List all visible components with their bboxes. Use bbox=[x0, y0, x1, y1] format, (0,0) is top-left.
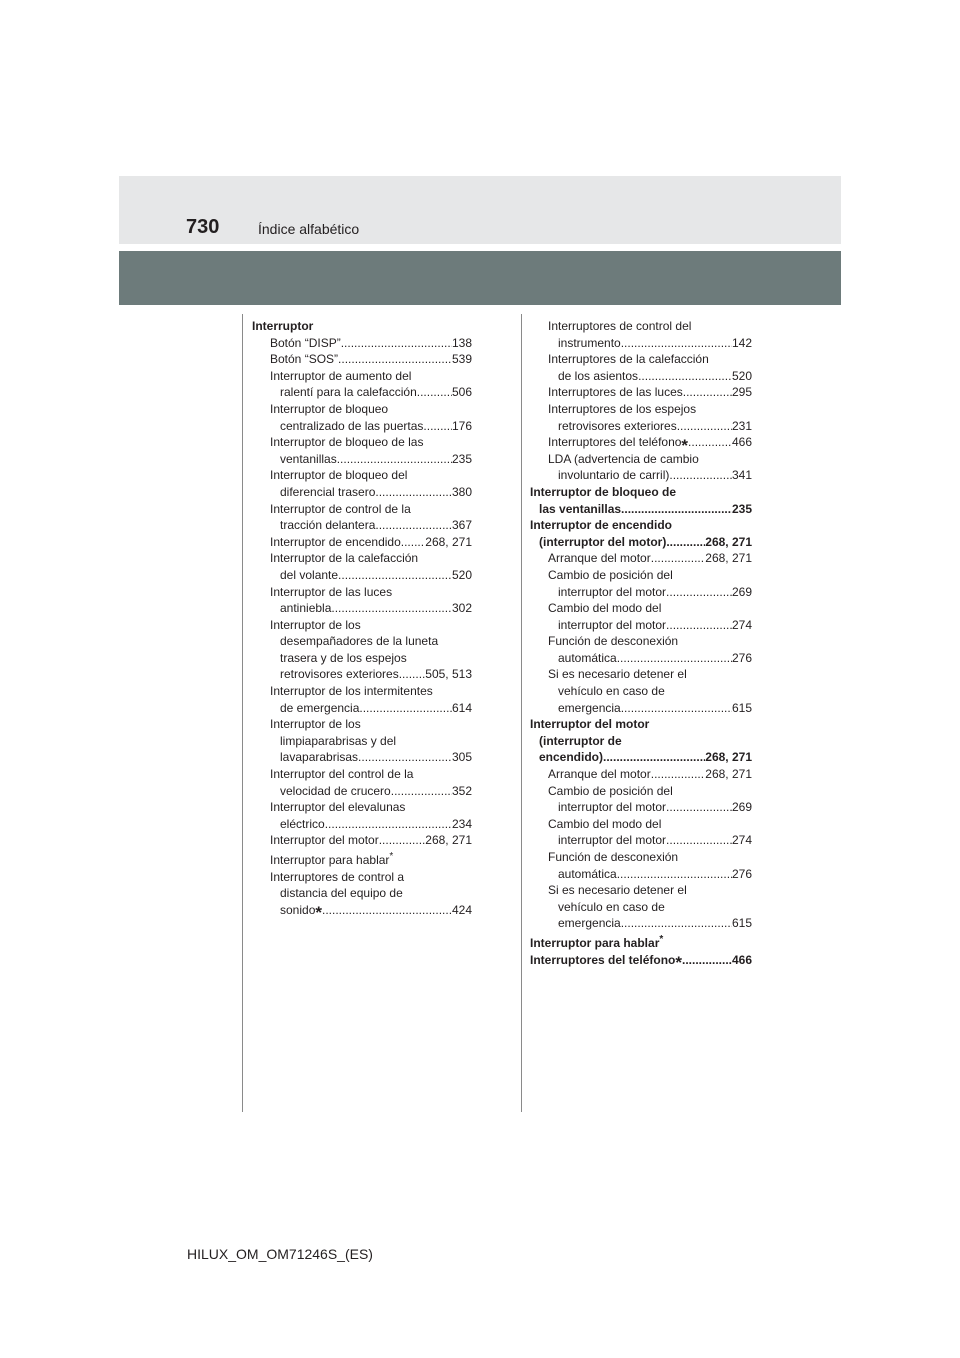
index-column-left bbox=[252, 318, 472, 923]
index-entry-text: Cambio de posición del bbox=[548, 567, 673, 582]
index-entry-text: Interruptor de bloqueo del bbox=[270, 468, 408, 483]
index-entry bbox=[530, 335, 752, 352]
index-entry-text: Arranque del motor bbox=[548, 551, 651, 566]
index-entry-text: Cambio de posición del bbox=[548, 783, 673, 798]
index-heading: Interruptor de bloqueo de bbox=[530, 484, 676, 499]
dot-leader bbox=[337, 451, 452, 468]
index-entry-text: Interruptor para hablar bbox=[530, 935, 660, 950]
index-entry-text: Interruptor de bloqueo bbox=[270, 401, 389, 416]
index-page-ref: 268, 271 bbox=[705, 750, 752, 765]
index-entry-text: interruptor del motor bbox=[558, 800, 667, 815]
header-band bbox=[119, 176, 841, 244]
dot-leader bbox=[338, 567, 452, 584]
index-entry-text: distancia del equipo de bbox=[280, 886, 403, 901]
index-heading: Interruptor del motor bbox=[530, 717, 650, 732]
index-entry-text: Interruptor de los intermitentes bbox=[270, 684, 433, 699]
index-entry-text: interruptor del motor bbox=[558, 617, 667, 632]
index-entry-text: emergencia bbox=[558, 700, 621, 715]
index-entry bbox=[252, 600, 472, 617]
index-entry bbox=[530, 866, 752, 883]
index-page-ref: 352 bbox=[451, 783, 472, 798]
index-entry bbox=[530, 584, 752, 601]
index-page-ref: 138 bbox=[451, 335, 472, 350]
dot-leader bbox=[666, 617, 732, 634]
index-page-ref: 269 bbox=[731, 800, 752, 815]
index-page-ref: 341 bbox=[731, 468, 752, 483]
dot-leader bbox=[651, 766, 706, 783]
index-entry bbox=[530, 832, 752, 849]
index-page-ref: 466 bbox=[731, 952, 752, 967]
column-rule-left bbox=[242, 314, 243, 1112]
index-entry bbox=[530, 501, 752, 518]
index-entry-text: Interruptores del teléfono bbox=[530, 952, 676, 967]
index-heading: (interruptor de bbox=[539, 733, 622, 748]
index-entry-text: Interruptor para hablar bbox=[270, 853, 390, 867]
index-entry bbox=[252, 534, 472, 551]
index-heading: Interruptor bbox=[252, 319, 314, 333]
index-page-ref: 615 bbox=[731, 700, 752, 715]
dot-leader bbox=[666, 534, 705, 551]
index-entry bbox=[252, 567, 472, 584]
index-page-ref: 380 bbox=[451, 484, 472, 499]
dot-leader bbox=[683, 384, 732, 401]
dot-leader bbox=[375, 484, 452, 501]
index-entry-text: Función de desconexión bbox=[548, 850, 679, 864]
index-heading: Interruptor de encendido bbox=[530, 518, 673, 533]
dot-leader bbox=[359, 700, 452, 717]
dot-leader bbox=[341, 335, 452, 352]
index-entry-text: centralizado de las puertas bbox=[280, 418, 424, 433]
index-page-ref: 268, 271 bbox=[425, 534, 472, 549]
index-page-ref: 466 bbox=[731, 435, 752, 450]
index-entry bbox=[252, 832, 472, 849]
dot-leader bbox=[651, 550, 706, 567]
index-entry-text: vehículo en caso de bbox=[558, 899, 665, 914]
index-entry-text: instrumento bbox=[558, 335, 621, 350]
index-entry-text: Arranque del motor bbox=[548, 767, 651, 782]
dot-leader bbox=[621, 915, 732, 932]
index-entry-text: Interruptor de aumento del bbox=[270, 368, 412, 383]
index-entry-text: Cambio del modo del bbox=[548, 816, 662, 831]
index-entry-text: las ventanillas bbox=[539, 501, 622, 516]
index-entry bbox=[530, 384, 752, 401]
index-entry bbox=[252, 351, 472, 368]
index-entry-text: sonido bbox=[280, 902, 316, 917]
dot-leader bbox=[423, 418, 452, 435]
index-entry-text: de emergencia bbox=[280, 700, 360, 715]
index-entry-text: retrovisores exteriores bbox=[558, 418, 677, 433]
asterisk-mark: * bbox=[675, 953, 682, 973]
index-entry bbox=[252, 849, 472, 869]
index-entry bbox=[530, 434, 752, 455]
index-entry-text: vehículo en caso de bbox=[558, 684, 665, 699]
index-page-ref: 302 bbox=[451, 601, 472, 616]
index-entry-text: Función de desconexión bbox=[548, 634, 679, 649]
index-entry-text: Interruptor de los bbox=[270, 717, 361, 732]
asterisk-mark: * bbox=[315, 903, 322, 923]
index-entry-text: diferencial trasero bbox=[280, 484, 376, 499]
index-entry-text: Interruptor de las luces bbox=[270, 584, 393, 599]
index-entry-text: limpiaparabrisas y del bbox=[280, 733, 397, 748]
index-entry-text: encendido) bbox=[539, 750, 604, 765]
index-entry bbox=[530, 952, 752, 973]
dot-leader bbox=[666, 584, 732, 601]
index-entry bbox=[252, 517, 472, 534]
index-entry-text: Interruptor de bloqueo de las bbox=[270, 435, 424, 450]
page-number: 730 bbox=[186, 216, 220, 238]
index-page-ref: 274 bbox=[731, 833, 752, 848]
dot-leader bbox=[331, 600, 452, 617]
index-entry-text: del volante bbox=[280, 567, 339, 582]
index-entry bbox=[530, 368, 752, 385]
index-page-ref: 142 bbox=[731, 335, 752, 350]
index-entry-text: desempañadores de la luneta bbox=[280, 634, 439, 649]
index-entry bbox=[530, 766, 752, 783]
index-entry-text: velocidad de crucero bbox=[280, 783, 391, 798]
index-entry-text: retrovisores exteriores bbox=[280, 667, 399, 682]
dot-leader bbox=[682, 952, 732, 969]
index-entry-text: trasera y de los espejos bbox=[280, 650, 407, 665]
index-entry-text: Interruptores de la calefacción bbox=[548, 352, 709, 367]
index-entry-text: LDA (advertencia de cambio bbox=[548, 451, 699, 466]
index-entry bbox=[530, 650, 752, 667]
dot-leader bbox=[669, 467, 732, 484]
index-page-ref: 367 bbox=[451, 518, 472, 533]
dot-leader bbox=[677, 418, 732, 435]
index-entry-text: eléctrico bbox=[280, 816, 325, 831]
dot-leader bbox=[417, 384, 452, 401]
dot-leader bbox=[379, 832, 426, 849]
index-entry-text: (interruptor del motor) bbox=[539, 534, 667, 549]
index-entry bbox=[252, 484, 472, 501]
index-page-ref: 231 bbox=[731, 418, 752, 433]
index-page-ref: 276 bbox=[731, 650, 752, 665]
index-entry-text: Interruptor de la calefacción bbox=[270, 551, 419, 566]
index-column-right bbox=[530, 318, 752, 973]
dot-leader bbox=[621, 335, 732, 352]
dot-leader bbox=[666, 832, 732, 849]
index-page-ref: 614 bbox=[451, 700, 472, 715]
index-entry-text: Interruptor de control de la bbox=[270, 501, 411, 516]
index-heading bbox=[530, 932, 752, 952]
index-entry-text: Si es necesario detener el bbox=[548, 667, 687, 682]
index-page-ref: 268, 271 bbox=[705, 551, 752, 566]
index-entry-text: Si es necesario detener el bbox=[548, 883, 687, 898]
index-page-ref: 176 bbox=[451, 418, 472, 433]
index-entry bbox=[252, 418, 472, 435]
dot-leader bbox=[638, 368, 732, 385]
dot-leader bbox=[338, 351, 452, 368]
dot-leader bbox=[603, 749, 705, 766]
dot-leader bbox=[391, 783, 452, 800]
index-page-ref: 505, 513 bbox=[425, 667, 472, 682]
index-page-ref: 295 bbox=[731, 385, 752, 400]
index-entry-text: Interruptor de los bbox=[270, 617, 361, 632]
dot-leader bbox=[399, 666, 426, 683]
index-entry-text: Interruptor del control de la bbox=[270, 767, 414, 782]
index-page-ref: 276 bbox=[731, 866, 752, 881]
dot-leader bbox=[322, 902, 452, 919]
index-page-ref: 234 bbox=[451, 816, 472, 831]
index-entry bbox=[530, 467, 752, 484]
index-entry bbox=[252, 700, 472, 717]
index-entry-text: Botón “DISP” bbox=[270, 335, 341, 350]
section-title: Índice alfabético bbox=[258, 221, 360, 237]
dot-leader bbox=[375, 517, 452, 534]
index-entry-text: lavaparabrisas bbox=[280, 750, 359, 765]
dot-leader bbox=[666, 799, 732, 816]
index-entry-text: interruptor del motor bbox=[558, 584, 667, 599]
index-entry bbox=[252, 666, 472, 683]
index-entry-text: interruptor del motor bbox=[558, 833, 667, 848]
index-entry bbox=[252, 902, 472, 923]
index-entry-text: Interruptores de control a bbox=[270, 869, 405, 884]
index-entry-text: antiniebla bbox=[280, 601, 332, 616]
dot-leader bbox=[325, 816, 452, 833]
index-entry bbox=[530, 700, 752, 717]
index-entry-text: Interruptores del teléfono bbox=[548, 435, 682, 450]
index-page-ref: 268, 271 bbox=[425, 833, 472, 848]
index-entry bbox=[252, 783, 472, 800]
index-entry bbox=[252, 816, 472, 833]
index-entry bbox=[252, 451, 472, 468]
index-entry-text: Interruptor del motor bbox=[270, 833, 379, 848]
index-entry bbox=[530, 799, 752, 816]
index-page-ref: 235 bbox=[731, 501, 752, 516]
index-page-ref: 520 bbox=[731, 368, 752, 383]
index-page-ref: 520 bbox=[451, 567, 472, 582]
index-page-ref: 539 bbox=[451, 352, 472, 367]
index-entry-text: tracción delantera bbox=[280, 518, 376, 533]
index-entry-text: Interruptores de las luces bbox=[548, 385, 683, 400]
index-entry-text: Botón “SOS” bbox=[270, 352, 339, 367]
header-bar bbox=[119, 251, 841, 305]
index-entry bbox=[252, 335, 472, 352]
index-page-ref: 235 bbox=[451, 451, 472, 466]
index-entry-text: Cambio del modo del bbox=[548, 601, 662, 616]
index-entry-text: ralentí para la calefacción bbox=[280, 385, 417, 400]
index-entry bbox=[530, 617, 752, 634]
index-entry-text: Interruptores de control del bbox=[548, 319, 692, 333]
dot-leader bbox=[401, 534, 426, 551]
index-entry bbox=[530, 418, 752, 435]
dot-leader bbox=[358, 749, 452, 766]
index-page-ref: 268, 271 bbox=[705, 767, 752, 782]
index-entry bbox=[252, 749, 472, 766]
dot-leader bbox=[621, 501, 732, 518]
index-entry-text: emergencia bbox=[558, 916, 621, 931]
index-page-ref: 268, 271 bbox=[705, 534, 752, 549]
index-entry bbox=[530, 534, 752, 551]
index-entry bbox=[530, 749, 752, 766]
index-page-ref: 506 bbox=[451, 385, 472, 400]
dot-leader bbox=[617, 650, 732, 667]
index-page-ref: 274 bbox=[731, 617, 752, 632]
index-page-ref: 305 bbox=[451, 750, 472, 765]
column-rule-right bbox=[521, 314, 522, 1112]
index-entry-text: automática bbox=[558, 650, 617, 665]
asterisk-mark: * bbox=[659, 933, 664, 945]
index-entry-text: automática bbox=[558, 866, 617, 881]
index-entry-text: Interruptores de los espejos bbox=[548, 401, 697, 416]
dot-leader bbox=[621, 700, 732, 717]
index-entry bbox=[530, 915, 752, 932]
index-page-ref: 424 bbox=[451, 902, 472, 917]
dot-leader bbox=[617, 866, 732, 883]
dot-leader bbox=[688, 434, 732, 451]
index-entry bbox=[530, 550, 752, 567]
index-page-ref: 615 bbox=[731, 916, 752, 931]
index-page-ref: 269 bbox=[731, 584, 752, 599]
asterisk-mark: * bbox=[681, 435, 689, 455]
index-entry bbox=[252, 384, 472, 401]
index-entry-text: de los asientos bbox=[558, 368, 639, 383]
index-entry-text: Interruptor del elevalunas bbox=[270, 800, 406, 815]
index-entry-text: Interruptor de encendido bbox=[270, 534, 401, 549]
asterisk-mark: * bbox=[389, 851, 394, 862]
index-entry-text: ventanillas bbox=[280, 451, 337, 466]
document-code: HILUX_OM_OM71246S_(ES) bbox=[187, 1246, 373, 1262]
index-entry-text: involuntario de carril) bbox=[558, 468, 670, 483]
